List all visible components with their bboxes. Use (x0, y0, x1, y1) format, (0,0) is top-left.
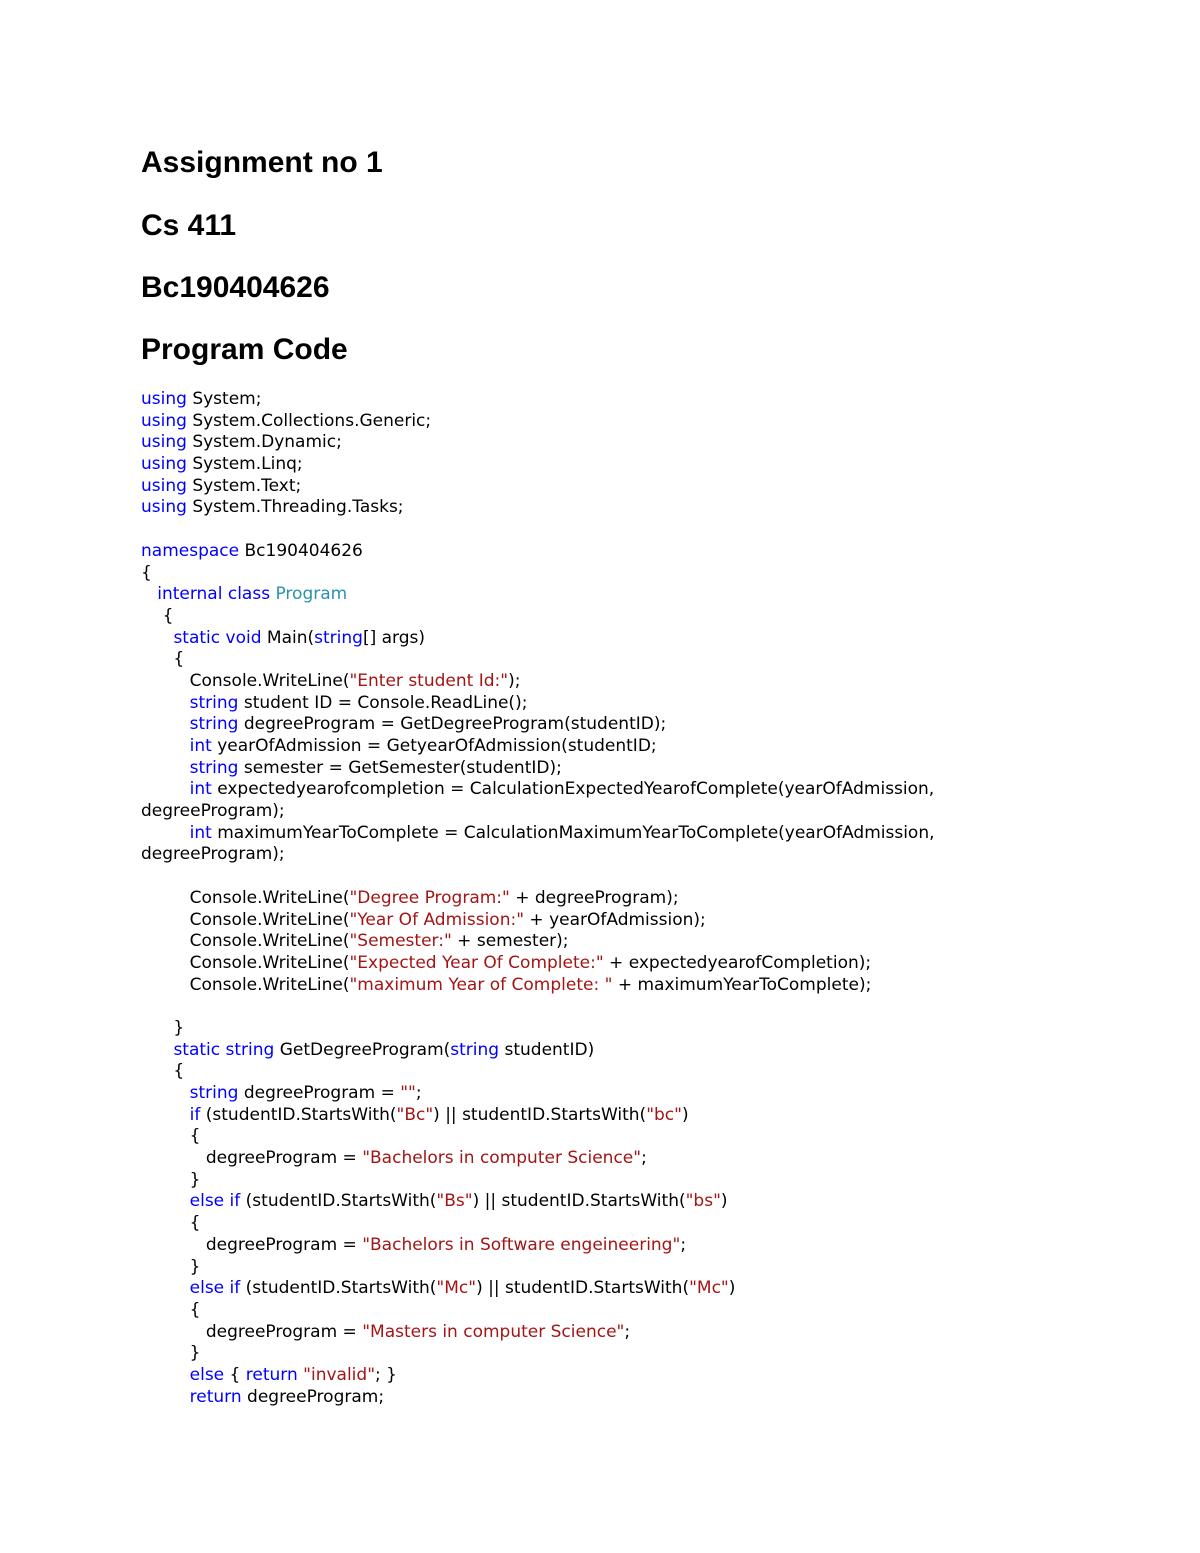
code-line (141, 975, 1141, 997)
code-line (141, 628, 1141, 650)
code-text: ) || studentID.StartsWith( (433, 1104, 647, 1125)
code-text: degreeProgram = (141, 1148, 363, 1169)
code-text: ); (508, 670, 521, 691)
code-text: (studentID.StartsWith( (200, 1104, 397, 1125)
code-text: maximumYearToComplete = CalculationMaximumYearToComplete(yearOfAdmission, (211, 822, 935, 843)
code-text: + degreeProgram); (509, 887, 679, 908)
code-keyword: int (189, 779, 212, 800)
code-line (141, 1235, 1141, 1257)
code-keyword: using (141, 389, 187, 409)
code-text: { (141, 649, 185, 670)
code-text: { (141, 1213, 201, 1234)
code-line (141, 714, 1141, 736)
code-string: "Bs" (436, 1191, 473, 1212)
code-line (141, 736, 1141, 758)
code-string: "bc" (646, 1104, 682, 1125)
code-text: Console.WriteLine( (141, 952, 350, 973)
code-text (141, 1040, 173, 1060)
code-text: { (141, 1299, 201, 1320)
code-keyword: using (141, 432, 187, 453)
code-line (141, 411, 1141, 433)
code-text: ) (720, 1191, 728, 1212)
code-text: } (141, 1169, 201, 1190)
code-line (141, 497, 1141, 519)
code-text: degreeProgram = (141, 1321, 363, 1342)
code-text: degreeProgram = GetDegreeProgram(studentID); (238, 714, 667, 735)
code-text: studentID) (499, 1039, 595, 1060)
code-line (141, 519, 1141, 541)
code-line (141, 1018, 1141, 1040)
code-text: degreeProgram = (141, 1234, 363, 1255)
code-text: System.Dynamic; (186, 432, 342, 453)
code-line (141, 996, 1141, 1018)
code-keyword: internal class (157, 584, 271, 605)
code-line (141, 1213, 1141, 1235)
code-text: { (141, 605, 174, 626)
code-text: degreeProgram); (141, 801, 285, 822)
code-text (141, 1278, 190, 1298)
code-text: { (224, 1364, 246, 1385)
code-text: Console.WriteLine( (141, 909, 350, 930)
code-text (141, 584, 157, 604)
code-text (141, 823, 190, 843)
code-line (141, 888, 1141, 910)
code-text (141, 628, 173, 648)
code-keyword: using (141, 410, 187, 431)
code-string: "Year Of Admission:" (349, 909, 525, 930)
code-line (141, 606, 1141, 628)
code-line (141, 541, 1141, 563)
code-string: "bs" (685, 1191, 721, 1212)
code-text: } (141, 1017, 185, 1038)
code-text: System.Threading.Tasks; (186, 497, 404, 518)
code-string: "Bachelors in computer Science" (362, 1148, 642, 1169)
code-line (141, 844, 1141, 866)
code-line (141, 1191, 1141, 1213)
code-keyword: return (189, 1386, 242, 1407)
code-line (141, 779, 1141, 801)
code-text: Bc190404626 (239, 540, 363, 561)
code-line (141, 910, 1141, 932)
code-string: "Mc" (689, 1278, 729, 1299)
code-string: "Bc" (396, 1104, 434, 1125)
code-text: + maximumYearToComplete); (612, 974, 872, 995)
code-keyword: string (189, 714, 239, 735)
code-text: System.Collections.Generic; (186, 410, 432, 431)
code-line (141, 931, 1141, 953)
code-keyword: namespace (141, 540, 240, 561)
code-text: (studentID.StartsWith( (240, 1278, 437, 1299)
code-line (141, 1343, 1141, 1365)
code-text (141, 736, 190, 756)
code-text: { (141, 1061, 185, 1082)
code-string: "Semester:" (349, 931, 452, 952)
code-text: Console.WriteLine( (141, 887, 350, 908)
code-keyword: string (189, 692, 239, 713)
code-keyword: string (314, 627, 363, 648)
code-line (141, 671, 1141, 693)
code-text: ; (641, 1148, 647, 1169)
code-keyword: else (189, 1364, 225, 1385)
code-keyword: string (450, 1039, 500, 1060)
code-line (141, 1257, 1141, 1279)
code-text: { (141, 562, 152, 583)
code-keyword: using (141, 454, 187, 475)
code-text (141, 779, 190, 799)
code-text: degreeProgram = (238, 1083, 401, 1103)
code-line (141, 649, 1141, 671)
code-text: Main( (261, 627, 315, 648)
code-keyword: return (245, 1364, 298, 1385)
code-keyword: string (189, 757, 239, 778)
code-text: ; } (375, 1364, 397, 1385)
code-text: [] args) (362, 627, 425, 648)
code-text: System.Text; (186, 475, 302, 496)
code-text (141, 1365, 190, 1385)
code-keyword: int (189, 822, 212, 843)
code-line (141, 866, 1141, 888)
code-text (141, 1191, 190, 1211)
code-text: ; (624, 1321, 631, 1342)
code-text: ) || studentID.StartsWith( (476, 1278, 690, 1299)
code-line (141, 1148, 1141, 1170)
course-heading: Cs 411 (141, 209, 237, 242)
code-text: degreeProgram); (141, 844, 285, 865)
code-string: "Bachelors in Software engeineering" (362, 1234, 681, 1255)
code-line (141, 801, 1141, 823)
code-line (141, 1170, 1141, 1192)
code-keyword: if (189, 1104, 201, 1125)
code-text: } (141, 1343, 201, 1364)
code-line (141, 1040, 1141, 1062)
code-keyword: using (141, 475, 187, 496)
code-text: student ID = Console.ReadLine(); (238, 692, 528, 713)
code-text: degreeProgram; (241, 1386, 385, 1407)
code-line (141, 1300, 1141, 1322)
code-line (141, 454, 1141, 476)
code-keyword: int (189, 736, 212, 756)
code-text: System; (186, 389, 262, 409)
code-line (141, 584, 1141, 606)
code-text: ; (680, 1234, 687, 1255)
code-line (141, 823, 1141, 845)
code-line (141, 1322, 1141, 1344)
code-keyword: static void (173, 627, 262, 648)
code-text: yearOfAdmission = GetyearOfAdmission(studentID; (211, 736, 657, 756)
code-text: (studentID.StartsWith( (240, 1191, 437, 1212)
code-text (141, 758, 190, 778)
code-line (141, 953, 1141, 975)
code-string: "maximum Year of Complete: " (349, 974, 613, 995)
code-text: GetDegreeProgram( (274, 1039, 451, 1060)
section-heading: Program Code (141, 333, 348, 366)
code-string: "Mc" (436, 1278, 477, 1299)
code-block (141, 389, 1141, 1408)
code-keyword: static string (173, 1039, 275, 1060)
code-text: { (141, 1126, 201, 1147)
code-line (141, 1126, 1141, 1148)
code-line (141, 563, 1141, 585)
code-line (141, 432, 1141, 454)
code-line (141, 476, 1141, 498)
code-line (141, 1278, 1141, 1300)
code-text (141, 1105, 190, 1125)
code-string: "invalid" (303, 1364, 376, 1385)
code-string: "Expected Year Of Complete:" (349, 952, 604, 973)
code-string: "Enter student Id:" (349, 670, 509, 691)
code-text: System.Linq; (186, 454, 303, 475)
assignment-heading: Assignment no 1 (141, 146, 383, 179)
code-string: "Masters in computer Science" (362, 1321, 625, 1342)
code-line (141, 1365, 1141, 1387)
code-text: + yearOfAdmission); (524, 909, 706, 930)
code-keyword: else if (189, 1191, 241, 1212)
code-line (141, 1083, 1141, 1105)
code-keyword: string (189, 1083, 239, 1103)
code-text: Console.WriteLine( (141, 974, 350, 995)
code-type: Program (275, 584, 348, 605)
code-text: + expectedyearofCompletion); (603, 952, 872, 973)
code-keyword: else if (189, 1278, 241, 1299)
code-text: ; (415, 1083, 422, 1103)
code-text: ) (681, 1104, 689, 1125)
code-text (141, 1387, 190, 1407)
code-text: Console.WriteLine( (141, 931, 350, 952)
code-text (141, 714, 190, 734)
code-line (141, 1387, 1141, 1409)
code-text: + semester); (451, 931, 569, 952)
code-text: semester = GetSemester(studentID); (238, 757, 562, 778)
code-text: expectedyearofcompletion = CalculationExpectedYearofComplete(yearOfAdmission, (211, 779, 935, 800)
code-text: ) (728, 1278, 736, 1299)
code-line (141, 1105, 1141, 1127)
code-line (141, 758, 1141, 780)
code-line (141, 693, 1141, 715)
code-line (141, 389, 1141, 411)
code-text: Console.WriteLine( (141, 670, 350, 691)
code-text (141, 693, 190, 713)
student-id-heading: Bc190404626 (141, 271, 330, 304)
code-text: ) || studentID.StartsWith( (472, 1191, 686, 1212)
code-keyword: using (141, 497, 187, 518)
code-text (141, 1083, 190, 1103)
code-string: "Degree Program:" (349, 887, 510, 908)
code-line (141, 1061, 1141, 1083)
code-text: } (141, 1256, 201, 1277)
code-string: "" (400, 1083, 416, 1103)
